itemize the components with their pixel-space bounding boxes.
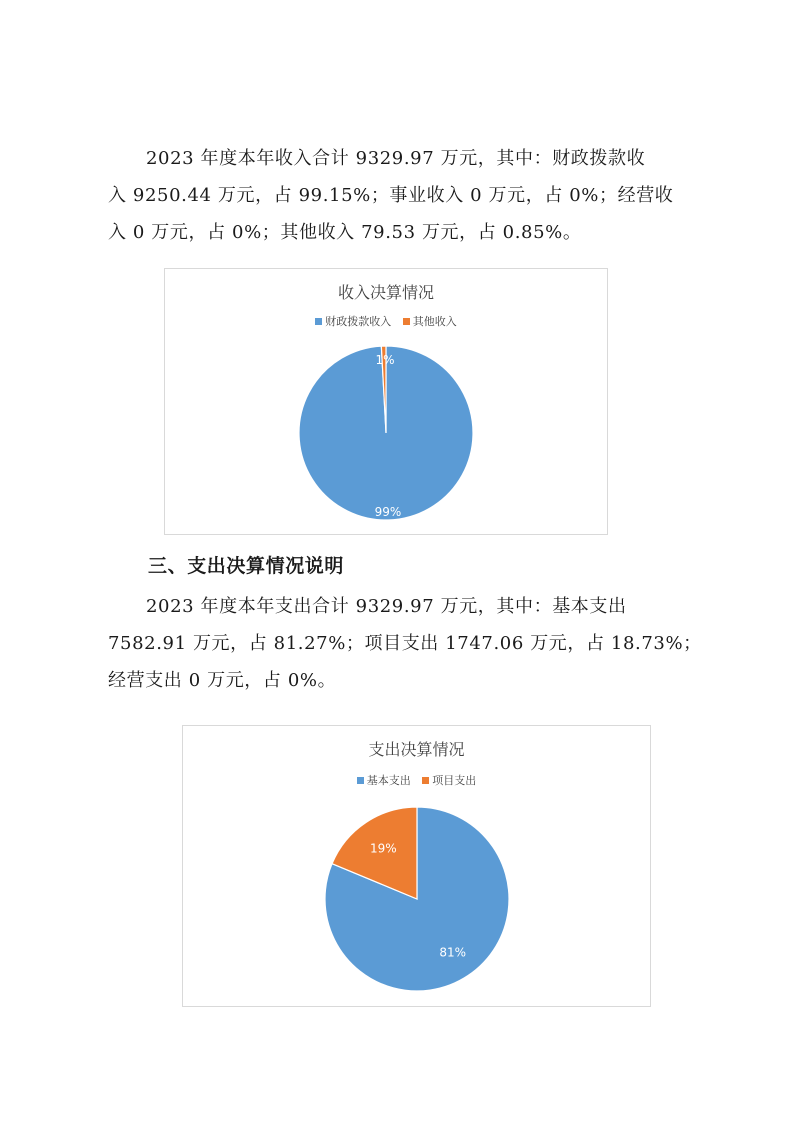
legend-label: 财政拨款收入 [325, 315, 392, 328]
legend-label: 其他收入 [412, 315, 457, 328]
legend-label: 基本支出 [366, 774, 411, 787]
expense-line-1: 2023 年度本年支出合计 9329.97 万元，其中：基本支出 [146, 596, 627, 617]
income-pie [165, 269, 607, 534]
expense-line-3: 经营支出 0 万元，占 0%。 [108, 670, 337, 691]
pie-data-label: 1% [375, 353, 395, 367]
legend-label: 项目支出 [432, 774, 477, 787]
income-chart [164, 268, 608, 535]
income-line-2: 入 9250.44 万元，占 99.15%；事业收入 0 万元，占 0%；经营收 [108, 185, 674, 206]
expense-chart [182, 725, 651, 1007]
income-chart-title: 收入决算情况 [337, 283, 434, 302]
section-heading: 三、支出决算情况说明 [148, 555, 345, 577]
expense-paragraph [108, 588, 702, 699]
expense-chart-title: 支出决算情况 [368, 740, 465, 759]
expense-pie [183, 726, 650, 1006]
expense-line-2: 7582.91 万元，占 81.27%；项目支出 1747.06 万元，占 18.73%； [108, 633, 702, 654]
income-paragraph [108, 140, 692, 251]
pie-data-label: 99% [374, 505, 402, 519]
income-line-3: 入 0 万元，占 0%；其他收入 79.53 万元，占 0.85%。 [108, 222, 582, 243]
pie-data-label: 19% [369, 841, 397, 856]
income-line-1: 2023 年度本年收入合计 9329.97 万元，其中：财政拨款收 [146, 148, 646, 169]
pie-data-label: 81% [439, 945, 467, 960]
